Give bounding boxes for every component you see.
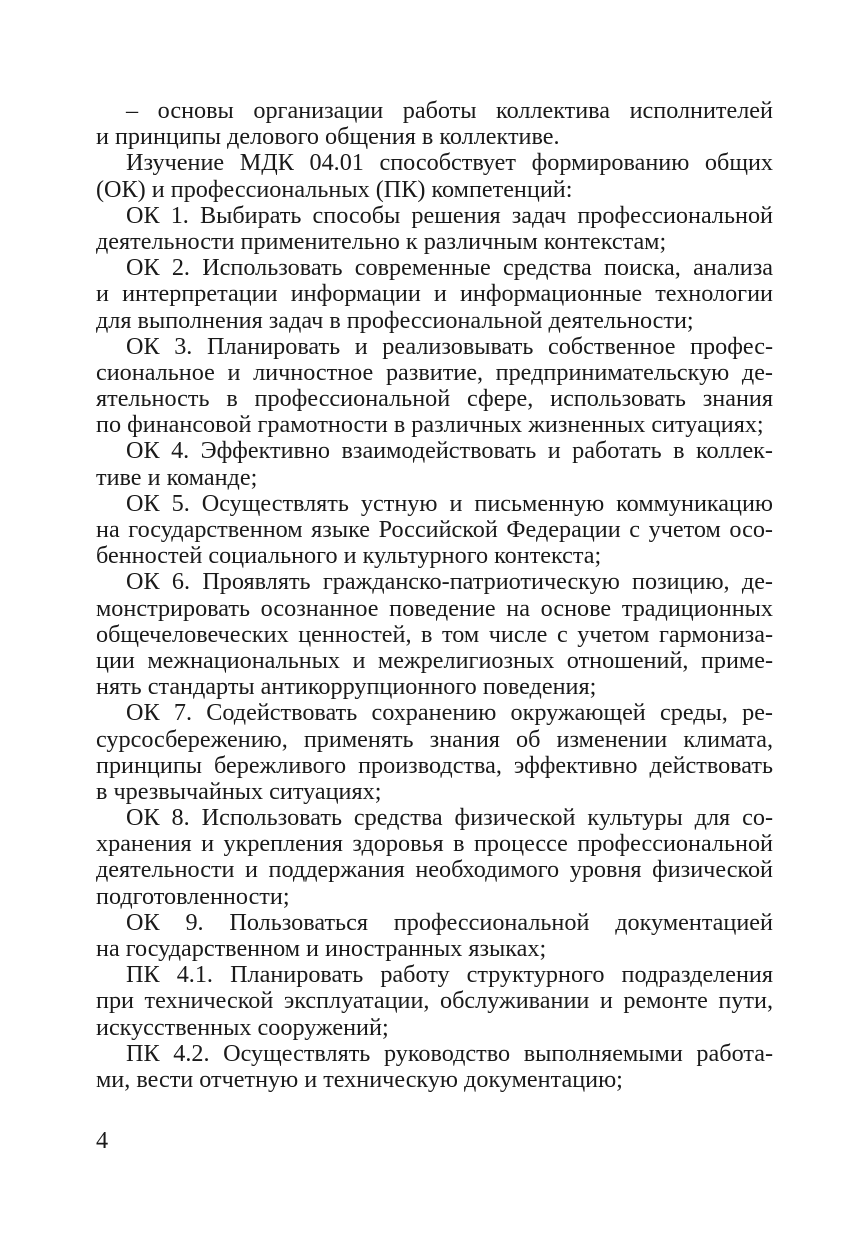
text-line: (ОК) и профессиональных (ПК) компетенций: [96, 175, 573, 203]
text-line: ПК 4.2. Осуществлять руководство выполняемыми работа- [126, 1039, 773, 1067]
text-line: Изучение МДК 04.01 способствует формированию общих [126, 149, 773, 177]
text-line: ми, вести отчетную и техническую документацию; [96, 1065, 623, 1093]
text-line: тиве и команде; [96, 463, 258, 491]
text-line: ОК 3. Планировать и реализовывать собственное профес- [126, 332, 773, 360]
text-line: ОК 1. Выбирать способы решения задач профессиональной [126, 201, 773, 229]
text-line: нять стандарты антикоррупционного поведения; [96, 673, 597, 701]
page-number: 4 [96, 1127, 109, 1154]
text-line: хранения и укрепления здоровья в процессе профессиональной [96, 830, 773, 858]
text-line: деятельности и поддержания необходимого уровня физической [96, 856, 773, 884]
text-line: ПК 4.1. Планировать работу структурного подразделения [126, 961, 773, 989]
text-line: на государственном и иностранных языках; [96, 935, 547, 962]
text-line: ятельность в профессиональной сфере, использовать знания [96, 385, 773, 413]
text-line: монстрировать осознанное поведение на основе традиционных [96, 594, 773, 622]
text-line: искусственных сооружений; [96, 1013, 389, 1041]
text-line: ОК 4. Эффективно взаимодействовать и работать в коллек- [126, 437, 773, 465]
text-line: по финансовой грамотности в различных жизненных ситуациях; [96, 411, 764, 439]
text-block [96, 98, 773, 1093]
text-line: и принципы делового общения в коллективе. [96, 123, 560, 151]
text-line: в чрезвычайных ситуациях; [96, 777, 382, 805]
text-line: бенностей социального и культурного контекста; [96, 542, 602, 570]
page-body [96, 98, 773, 1093]
text-line: ции межнациональных и межрелигиозных отношений, приме- [96, 646, 773, 674]
text-line: сурсосбережению, применять знания об изменении климата, [96, 725, 773, 753]
text-line: деятельности применительно к различным контекстам; [96, 227, 667, 255]
text-line: подготовленности; [96, 882, 290, 910]
text-line: – основы организации работы коллектива исполнителей [126, 97, 773, 124]
text-line: ОК 2. Использовать современные средства поиска, анализа [126, 254, 773, 282]
text-line: принципы бережливого производства, эффективно действовать [96, 751, 773, 779]
text-line: при технической эксплуатации, обслуживании и ремонте пути, [96, 987, 773, 1015]
text-line: ОК 5. Осуществлять устную и письменную коммуникацию [126, 489, 773, 517]
text-line: ОК 6. Проявлять гражданско-патриотическую позицию, де- [126, 568, 773, 596]
text-line: для выполнения задач в профессиональной деятельности; [96, 306, 694, 334]
text-line: ОК 8. Использовать средства физической культуры для со- [126, 804, 773, 832]
text-line: сиональное и личностное развитие, предпринимательскую де- [96, 358, 773, 386]
text-line: общечеловеческих ценностей, в том числе с учетом гармониза- [96, 620, 773, 648]
text-line: и интерпретации информации и информационные технологии [96, 280, 773, 308]
text-line: ОК 9. Пользоваться профессиональной документацией [126, 908, 773, 936]
text-line: на государственном языке Российской Федерации с учетом осо- [96, 516, 773, 543]
text-line: ОК 7. Содействовать сохранению окружающей среды, ре- [126, 699, 773, 727]
